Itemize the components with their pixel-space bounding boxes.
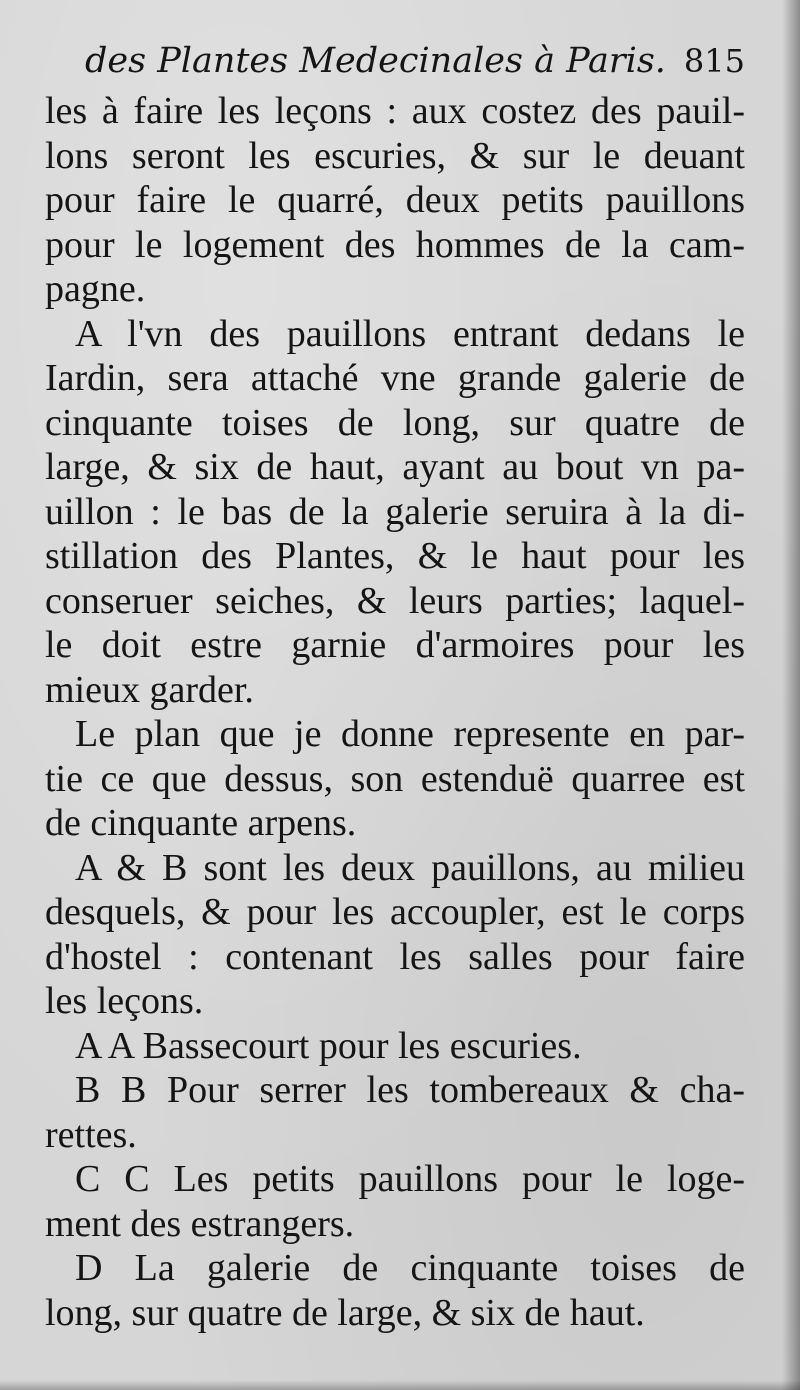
text-line: D La galerie de cinquante toises de (75, 1247, 745, 1289)
text-line: ment des estrangers. (45, 1202, 355, 1245)
text-line: uillon : le bas de la galerie seruira à la di- (45, 490, 745, 533)
text-line: A A Bassecourt pour les escuries. (75, 1024, 582, 1067)
page-bottom-shadow (0, 1380, 800, 1390)
text-line: lons seront les escuries, & sur le deuant (45, 134, 745, 177)
text-line: A l'vn des pauillons entrant dedans le (75, 312, 745, 355)
text-line: B B Pour serrer les tombereaux & cha- (75, 1069, 745, 1111)
text-line: pour faire le quarré, deux petits pauillons (45, 179, 745, 221)
text-line: les à faire les leçons : aux costez des pauil- (45, 90, 745, 132)
text-line: d'hostel : contenant les salles pour faire (45, 935, 745, 978)
text-line: large, & six de haut, ayant au bout vn pa- (45, 446, 745, 488)
text-line: C C Les petits pauillons pour le loge- (75, 1158, 745, 1200)
running-head-title: des Plantes Medecinales à Paris. (85, 41, 666, 81)
text-line: tie ce que dessus, son estenduë quarree est (45, 757, 745, 800)
page-body-text (45, 89, 745, 1335)
text-line: pour le logement des hommes de la cam- (45, 223, 745, 266)
text-line: le doit estre garnie d'armoires pour les (45, 624, 745, 666)
text-line: mieux garder. (45, 668, 254, 711)
page-number: 815 (683, 42, 745, 80)
text-line: rettes. (45, 1113, 137, 1156)
text-line: Le plan que je donne represente en par- (75, 713, 745, 755)
text-line: Iardin, sera attaché vne grande galerie de (45, 357, 745, 399)
text-line: desquels, & pour les accoupler, est le corps (45, 891, 745, 933)
text-line: de cinquante arpens. (45, 802, 357, 844)
text-line: A & B sont les deux pauillons, au milieu (75, 846, 745, 889)
running-head (85, 36, 745, 86)
text-line: stillation des Plantes, & le haut pour les (45, 535, 745, 577)
text-line: conseruer seiches, & leurs parties; laquel- (45, 579, 745, 622)
text-line: cinquante toises de long, sur quatre de (45, 401, 745, 444)
page-edge-shadow (782, 0, 800, 1390)
text-line: pagne. (45, 268, 146, 310)
text-line: les leçons. (45, 980, 204, 1022)
text-line: long, sur quatre de large, & six de haut. (45, 1291, 645, 1334)
